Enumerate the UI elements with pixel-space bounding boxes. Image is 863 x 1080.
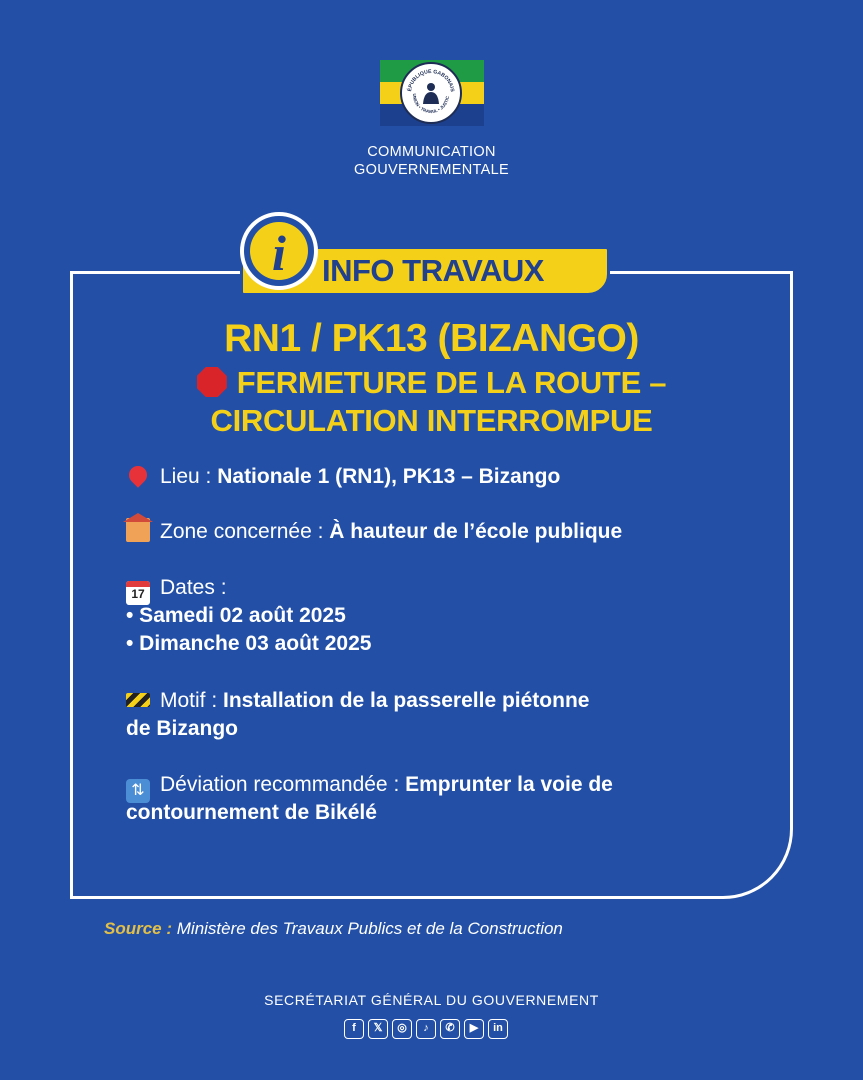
date-item: • Samedi 02 août 2025 [126, 604, 346, 627]
motif-value: Installation de la passerelle piétonne [223, 689, 590, 712]
subtitle-line-1 [70, 364, 793, 402]
republic-seal-icon [400, 62, 462, 124]
communication-label [0, 143, 863, 179]
school-icon [126, 518, 150, 542]
gabon-flag-logo [380, 60, 484, 126]
detail-lieu [126, 463, 560, 491]
x-twitter-icon[interactable]: 𝕏 [368, 1019, 388, 1039]
facebook-icon[interactable]: f [344, 1019, 364, 1039]
page-title: RN1 / PK13 (BIZANGO) [224, 317, 639, 360]
arrows-icon: ⇅ [126, 779, 150, 803]
comm-line-1: COMMUNICATION [367, 144, 496, 160]
source-label: Source : [104, 919, 177, 938]
motif-label: Motif : [160, 689, 224, 712]
comm-line-2: GOUVERNEMENTALE [354, 162, 509, 178]
source-line [104, 918, 563, 940]
calendar-icon: 17 [126, 581, 150, 605]
zone-label: Zone concernée : [160, 520, 330, 543]
detail-motif [126, 687, 589, 715]
seal-bottom-text: UNION • TRAVAIL • JUSTIC [411, 93, 451, 115]
source-value: Ministère des Travaux Publics et de la Construction [176, 919, 563, 938]
youtube-icon[interactable]: ▶ [464, 1019, 484, 1039]
motif-value-cont: de Bizango [126, 717, 239, 740]
pin-icon [125, 462, 150, 487]
tag-label: INFO TRAVAUX [322, 253, 544, 288]
info-icon [240, 212, 318, 290]
detail-zone [126, 518, 622, 546]
social-icons [344, 1019, 508, 1039]
construction-icon [126, 693, 150, 707]
lieu-label: Lieu : [160, 465, 218, 488]
zone-value: À hauteur de l’école publique [329, 520, 623, 543]
subtitle-line-2: CIRCULATION INTERROMPUE [210, 403, 653, 438]
date-item: • Dimanche 03 août 2025 [126, 632, 372, 655]
subtitle-text-1: FERMETURE DE LA ROUTE – [236, 365, 667, 400]
stop-sign-icon [197, 367, 227, 397]
deviation-value: Emprunter la voie de [405, 773, 613, 796]
info-icon-glyph: i [250, 222, 308, 280]
lieu-value: Nationale 1 (RN1), PK13 – Bizango [217, 465, 561, 488]
detail-dates [126, 574, 227, 605]
deviation-value-cont: contournement de Bikélé [126, 801, 377, 824]
instagram-icon[interactable]: ◎ [392, 1019, 412, 1039]
tiktok-icon[interactable]: ♪ [416, 1019, 436, 1039]
deviation-label: Déviation recommandée : [160, 773, 406, 796]
dates-label: Dates : [160, 576, 227, 599]
seal-top-text: ÉPUBLIQUE GABONAIS [407, 68, 456, 93]
footer-text: SECRÉTARIAT GÉNÉRAL DU GOUVERNEMENT [264, 992, 599, 1008]
whatsapp-icon[interactable]: ✆ [440, 1019, 460, 1039]
linkedin-icon[interactable]: in [488, 1019, 508, 1039]
